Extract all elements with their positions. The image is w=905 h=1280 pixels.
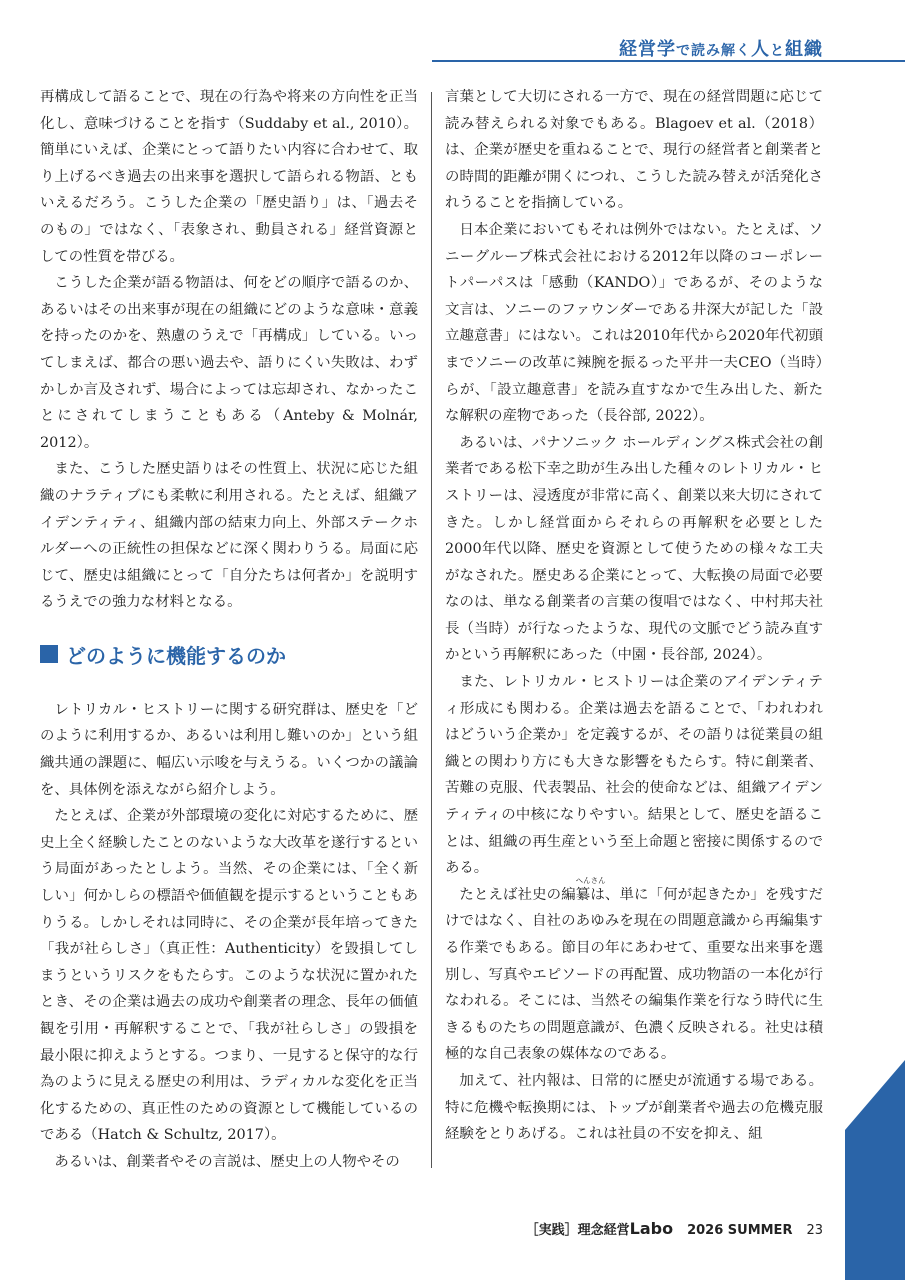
body-paragraph [445,875,823,1068]
header-rule [432,60,905,62]
paragraph-text: は、単に「何が起きたか」を残すだけではなく、自社のあゆみを現在の問題意識から再編集する作業でもある。節目の年にあわせて、重要な出来事を選別し、写真やエピソードの再配置、成功物語の一本化が行なわれる。そこには、当然その編集作業を行なう時代に生きるものたちの問題意識が、色濃く反映される。社史は積極的な自己表象の媒体なのである。 [445,886,823,1063]
footer-magazine-labo: Labo [629,1219,674,1238]
footer-issue: 2026 SUMMER [687,1223,793,1238]
page-number: 23 [806,1223,823,1238]
square-bullet-icon [40,645,58,663]
body-paragraph: また、こうした歴史語りはその性質上、状況に応じた組織のナラティブにも柔軟に利用される。たとえば、組織アイデンティティ、組織内部の結束力向上、外部ステークホルダーへの正統性の担保などに深く関わりうる。局面に応じて、歴史は組織にとって「自分たちは何者か」を説明するうえでの強力な材料となる。 [40,461,418,611]
header-title-part: 組織 [785,39,823,60]
left-column [40,84,418,1176]
body-paragraph: 加えて、社内報は、日常的に歴史が流通する場である。特に危機や転換期には、トップが創業者や過去の危機克服経験をとりあげる。これは社員の不安を抑え、組 [445,1072,823,1143]
right-column [445,84,823,1148]
ruby-word [561,875,606,903]
corner-decoration [845,1060,905,1280]
footer-magazine [526,1219,673,1238]
header-title-part: 人 [751,39,770,60]
page-footer [526,1219,823,1238]
section-heading [40,640,418,669]
body-paragraph: 再構成して語ることで、現在の行為や将来の方向性を正当化し、意味づけることを指す（Suddaby et al., 2010）。簡単にいえば、企業にとって語りたい内容に合わせて、取り上げるべき過去の出来事を選択して語られる物語、ともいえるだろう。こうした企業の「歴史語り」は、「過去そのもの」ではなく、「表象され、動員される」経営資源としての性質を帯びる。 [40,89,418,265]
ruby-base: 編纂 [561,886,591,903]
ruby-reading: へんさん [575,875,606,885]
body-paragraph: また、レトリカル・ヒストリーは企業のアイデンティティ形成にも関わる。企業は過去を語ることで、「われわれはどういう企業か」を定義するが、その語りは従業員の組織との関わり方にも大きな影響をもたらす。特に創業者、苦難の克服、代表製品、社会的使命などは、組織アイデンティティの中核になりやすい。結果として、歴史を語ることは、組織の再生産という至上命題と密接に関係するのである。 [445,674,823,877]
body-paragraph: たとえば、企業が外部環境の変化に対応するために、歴史上全く経験したことのないような大改革を遂行するという局面があったとしよう。当然、その企業には、「全く新しい」何かしらの標語や価値観を提示するということもありうる。しかしそれは同時に、その企業が長年培ってきた「我が社らしさ」（真正性：Authenticity）を毀損してしまうというリスクをもたらす。このような状況に置かれたとき、その企業は過去の成功や創業者の理念、長年の価値観を引用・再解釈することで、「我が社らしさ」の毀損を最小限に抑えようとする。つまり、一見すると保守的な行為のように見える歴史の利用は、ラディカルな変化を正当化するための、真正性のための資源として機能しているのである（Hatch & Schultz, 2017）。 [40,808,418,1144]
body-paragraph: あるいは、創業者やその言説は、歴史上の人物やその [54,1153,400,1170]
section-heading-text: どのように機能するのか [66,643,286,668]
header-title-part: 経営学 [619,39,676,60]
running-header [619,35,823,61]
body-paragraph: 日本企業においてもそれは例外ではない。たとえば、ソニーグループ株式会社における2012年以降のコーポレートパーパスは「感動（KANDO）」であるが、そのような文言は、ソニーのファウンダーである井深大が記した「設立趣意書」にはない。これは2010年代から2020年代初頭までソニーの改革に辣腕を振るった平井一夫CEO（当時）らが、「設立趣意書」を読み直すなかで生み出した、新たな解釈の産物であった（長谷部, 2022）。 [445,221,823,425]
body-paragraph: 言葉として大切にされる一方で、現在の経営問題に応じて読み替えられる対象でもある。Blagoev et al.（2018）は、企業が歴史を重ねることで、現行の経営者と創業者との時間的距離が開くにつれ、こうした読み替えが活発化されうることを指摘している。 [445,89,823,212]
header-title-part: と [770,43,785,59]
body-paragraph: こうした企業が語る物語は、何をどの順序で語るのか、あるいはその出来事が現在の組織にどのような意味・意義を持ったのかを、熟慮のうえで「再構成」している。いってしまえば、都合の悪い過去や、語りにくい失敗は、わずかしか言及されず、場合によっては忘却され、なかったことにされてしまうこともある（Anteby & Molnár, 2012）。 [40,275,418,451]
paragraph-text: たとえば社史の [459,886,562,903]
footer-magazine-title: ［実践］理念経営 [525,1223,630,1238]
header-title-part: で読み解く [676,43,751,59]
column-divider [431,92,432,1168]
body-paragraph: レトリカル・ヒストリーに関する研究群は、歴史を「どのように利用するか、あるいは利用し難いのか」という組織共通の課題に、幅広い示唆を与えうる。いくつかの議論を、具体例を添えながら紹介しよう。 [40,701,418,798]
body-paragraph: あるいは、パナソニック ホールディングス株式会社の創業者である松下幸之助が生み出した種々のレトリカル・ヒストリーは、浸透度が非常に高く、創業以来大切にされてきた。しかし経営面からそれらの再解釈を必要とした2000年代以降、歴史を資源として使うための様々な工夫がなされた。歴史ある企業にとって、大転換の局面で必要なのは、単なる創業者の言葉の復唱ではなく、中村邦夫社長（当時）が行なったような、現代の文脈でどう読み直すかという再解釈にあった（中園・長谷部, 2024）。 [445,434,823,664]
